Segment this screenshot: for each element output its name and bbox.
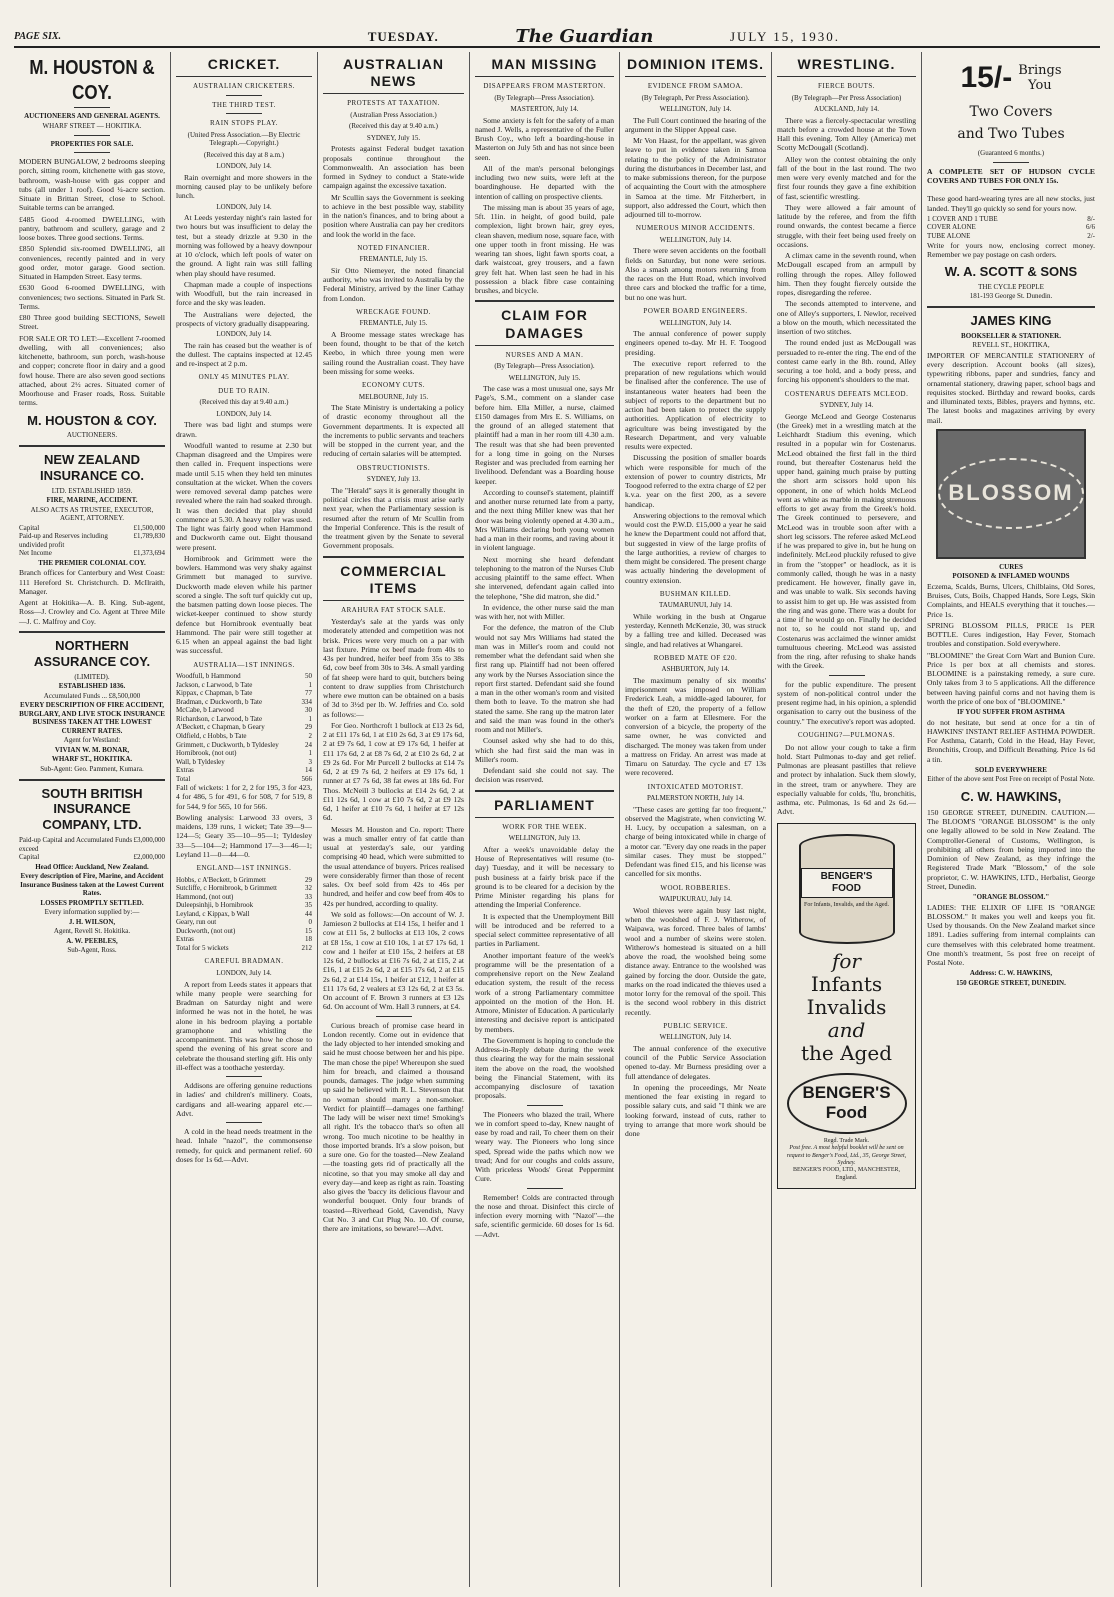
northern-agent-label: Agent for Westland: xyxy=(63,736,121,745)
fall-of-wickets: Fall of wickets: 1 for 2, 2 for 195, 3 for 423, 4 for 486, 5 for 491, 6 for 508, 7 for 519, 8 for 544, 9 for 565, 10 for 566. xyxy=(176,783,312,811)
article-title: PARLIAMENT xyxy=(475,797,614,818)
paragraph: It is expected that the Unemployment Bill will be introduced and be referred to a special select committee representative of all parties in Parliament. xyxy=(475,911,614,949)
sold-everywhere: SOLD EVERYWHERE xyxy=(975,765,1047,774)
scorecard-row: Oldfield, c Hobbs, b Tate 2 xyxy=(176,731,312,740)
paragraph: George McLeod and George Costenarus (the Greek) met in a wrestling match at the Leichhardt Stadium this evening, which resulted in a popular win for Costenarus. McLeod obtained the first fall in the third round, but thereafter Costenarus held the upper hand, gaining much praise by putting the short arm scissors hold upon his opponent, in one of which holds McLeod went as white as marble in making strenuous efforts to get away from the Greek's hold. The Greek continued to persevere, and McLeod was in trouble soon after with a short leg scissors. The referee asked McLeod if he was prepared to give in, but he hung on indefinitely. McLeod pluckily refused to give in from the "stopper" or headlock, as it is commonly called, though he was in a nasty predicament. He however, finally gave in, and was unable to walk. Six seconds having to assist him to get up. He was assisted from the ring and was gone. There was a doubt for a time if he would go on. Finally he decided not to, so he could not stand up, and Costenarus was acclaimed the winner amidst tumultuous cheering. McLeod was assisted from the ring, after refusing to shake hands with the Greek. xyxy=(777,411,916,671)
paragraph: The round ended just as McDougall was persuaded to re-enter the ring. The end of the contest came early in the 8th. round, Alley securing a toe hold, and a body press, and forcing his opponent's shoulders to the mat. xyxy=(777,338,916,385)
article-subhead: NURSES AND A MAN. xyxy=(505,350,584,359)
asthma-desc: do not hesitate, but send at once for a tin of HAWKINS' INSTANT RELIEF ASTHMA POWDER. For Asthma, Catarrh, Cold in the Head, Hay Fever, Bronchitis, Croup, and Difficult Breathing. Price 1s 6d a tin. xyxy=(927,717,1095,764)
divider xyxy=(226,113,262,114)
tagline-and: and xyxy=(827,1017,866,1042)
write-text: Write for yours now, enclosing correct money. Remember we pay postage on cash orders. xyxy=(927,240,1095,259)
paragraph: Discussing the position of smaller boards which were responsible for much of the extension of power to country districts, Mr Toogood referred to the extra charge of £2 per k.v.a. year on the first 200, as a severe handicap. xyxy=(625,453,766,509)
article-subhead: NUMEROUS MINOR ACCIDENTS. xyxy=(635,224,756,233)
paragraph: At Leeds yesterday night's rain lasted for two hours but was insufficient to delay the test, but a steady drizzle at 9.30 in the morning was followed by a heavy downpour at 10 o'clock, which left pools of water on the ground. A light rain was still falling when play should have resumed. xyxy=(176,213,312,278)
divider xyxy=(829,675,865,676)
article-subhead: CAREFUL BRADMAN. xyxy=(204,957,284,966)
divider xyxy=(19,445,165,447)
price-row: TUBE ALONE 2/- xyxy=(927,231,1095,240)
scott-address: 181-193 George St. Dunedin. xyxy=(969,292,1053,301)
advert-text: Addisons are offering genuine reductions in ladies' and children's millinery. Coats, cardigans and all-wearing apparel etc.—Advt. xyxy=(176,1081,312,1118)
listing: FOR SALE OR TO LET:—Excellent 7-roomed dwelling, with all conveniences; also kitchenette, bathroom, sun porch, wash-house and copper; concrete floor in dairy and a good fowl house. There are also seven good sections attached, about 2½ acres. Situated corner of Moorhouse and Fraser roads, Ross. Suitable terms. xyxy=(19,333,165,408)
northern-funds: Accumulated Funds ... £8,500,000 xyxy=(43,691,141,700)
scorecard-row: Grimmett, c Duckworth, b Tyldesley 24 xyxy=(176,740,312,749)
scorecard-row: Woodfull, b Hammond 50 xyxy=(176,672,312,681)
divider xyxy=(74,135,110,136)
paragraph: After a week's unavoidable delay the House of Representatives will resume (to-day) Tuesday, and it will be necessary to push business at a fairly brisk pace if the ground is to be cleared for a decision by the Prime Minister regarding his plans for attending the Imperial Conference. xyxy=(475,844,614,910)
paragraph: Messrs M. Houston and Co. report: There was a much smaller entry of fat cattle than usual at yesterday's sale, our yarding comprising 40 head, which were submitted to the usual attendance of buyers. Prices realised were considerably firmer than those of recent sales. Ox beef sold from 42s to 46s per hundred, and heifer and cow beef from 40s to 42s per hundred, according to quality. xyxy=(323,824,464,908)
northern-agent-addr: WHARF ST., HOKITIKA. xyxy=(51,755,133,764)
dateline: WELLINGTON, July 14. xyxy=(659,1033,732,1042)
article-subhead: PUBLIC SERVICE. xyxy=(663,1021,728,1030)
newspaper-title: The Guardian xyxy=(515,26,654,48)
dateline: ASHBURTON, July 14. xyxy=(661,665,730,674)
dateline: FREMANTLE, July 15. xyxy=(359,319,428,328)
either-sent: Either of the above sent Post Free on receipt of Postal Note. xyxy=(927,775,1095,784)
cycle-price-header xyxy=(927,60,1095,97)
dateline: SYDNEY, July 13. xyxy=(366,475,421,484)
dateline: LONDON, July 14. xyxy=(216,330,272,339)
dateline: LONDON, July 14. xyxy=(216,202,272,211)
paragraph: The missing man is about 35 years of age, 5ft. 11in. in height, of good build, pale complexion, light brown hair, grey eyes, clean shaven, medium nose, square face, with one upper tooth in front missing. He was wearing tan shoes, light fawn sports coat, a dark waistcoat, grey trousers, and a fawn grey felt hat. When last seen he had in his possession a black fibre case containing brushes, and bicycle. xyxy=(475,202,614,296)
king-desc: IMPORTER OF MERCANTILE STATIONERY of every description. Account books (all sizes), typewriting ribbons, paper and sundries, fancy and ornamental stationery, drawing paper, school bags and requisites stocked. Birthday and reward books, cards and illuminated texts, Bibles, prayers and hymns, etc. The latest books and magazines arriving by every mail. xyxy=(927,350,1095,425)
scorecard-row: Hobbs, c A'Beckett, b Grimmett 29 xyxy=(176,875,312,884)
south-british-desc: Every description of Fire, Marine, and Accident Insurance Business taken at the Lowest Current Rates. xyxy=(20,872,164,898)
scorecard-row: McCabe, b Larwood 30 xyxy=(176,706,312,715)
paragraph: Mr Scullin says the Government is seeking to achieve in the best possible way, stability in the nation's finances, and to bring about a position where Australia can pay her creditors and look the world in the face. xyxy=(323,192,464,239)
credit-line: (United Press Association.—By Electric Telegraph.—Copyright.) xyxy=(187,130,301,148)
northern-agent: VIVIAN W. M. BONAR, xyxy=(54,745,130,754)
cures-heading: CURES xyxy=(999,562,1023,571)
paragraph: The rain has ceased but the weather is of the dullest. The captains inspected at 12.45 and re-inspect at 2 p.m. xyxy=(176,340,312,369)
brings-you: Brings You xyxy=(1018,62,1062,94)
dateline: WELLINGTON, July 13. xyxy=(508,834,581,843)
column-6-wrestling xyxy=(771,52,921,1587)
masthead xyxy=(14,28,1100,48)
article-subhead: ROBBED MATE OF £20. xyxy=(653,653,738,662)
paragraph: The State Ministry is undertaking a policy of drastic economy throughout all the Government departments. It is expected all the increments to public servants and teachers will be stopped in the current year, and the reducing of certain salaries will be attempted. xyxy=(323,403,464,459)
paragraph: There were seven accidents on the football fields on Saturday, but none were serious. Also a smash among motors returning from the races on the Hutt Road, which involved three cars and blocked the traffic for a time, but no one was hurt. xyxy=(625,246,766,302)
paragraph: A Broome message states wreckage has been found, thought to be that of the ketch Keebo, in which three young men were sailing round the Australian coast. They have been missing for some weeks. xyxy=(323,329,464,376)
article-subhead: NOTED FINANCIER. xyxy=(357,243,430,252)
masthead-date: JULY 15, 1930. xyxy=(729,29,840,45)
advert-text: Do not allow your cough to take a firm hold. Start Pulmonas to-day and get relief. Pulmonas are pleasant pastilles that relieve and protect by inhalation. Suck them slowly, in the street, tram or anywhere. They are especially valuable for colds, 'flu, bronchitis, asthma, etc. Pulmonas, 1s 6d and 2s 6d.—Advt. xyxy=(777,742,916,817)
column-1-ads xyxy=(14,52,170,1587)
hawkins-desc: 150 GEORGE STREET, DUNEDIN. CAUTION.—The BLOOM'S "ORANGE BLOSSOM" is the only one legally allowed to be sold in New Zealand. The Comptroller-General of Customs, Wellington, is prohibiting all others from being imported into the Dominion of New Zealand, as they infringe the Registered Trade Mark "Blossom," of the sole proprietor, C. W. HAWKINS, LTD., Herbalist, George Street, Dunedin. xyxy=(927,807,1095,891)
dateline: WELLINGTON, July 14. xyxy=(659,318,732,327)
bloomine: "BLOOMINE" the Great Corn Wart and Bunion Cure. Price 1s per box at all chemists and stores. BLOOMINE is a painstaking remedy, a sure cure. Only takes from 3 to 5 applications. All the difference between having painful corns and not having them is worth the price of one box of "BLOOMINE." xyxy=(927,650,1095,706)
article-subhead: WORK FOR THE WEEK. xyxy=(502,822,587,831)
article-subhead: FIERCE BOUTS. xyxy=(817,82,876,91)
article-subhead: COSTENARUS DEFEATS MCLEOD. xyxy=(784,389,909,398)
divider xyxy=(226,1076,262,1077)
scott-name: W. A. SCOTT & SONS xyxy=(944,264,1078,279)
paragraph: Hornibrook and Grimmett were the bowlers. Hammond was very shaky against Grimmett but managed to survive. Duckworth made eleven while his partner scored a single. The soft turf quickly cut up, the batsmen patting down loose pieces. The wicket-keeper continued to show sturdy defence but Hornibrook eventually beat Hammond. The pair were still together at 6.15 when an appeal against the bad light was successful. xyxy=(176,553,312,656)
paragraph: Protests against Federal budget taxation proposals continue throughout the Commonwealth. An association has been formed in Sydney to conduct a State-wide campaign against the excessive taxation. xyxy=(323,144,464,191)
paragraph: All of the man's personal belongings including two new suits, were left at the boardinghouse. He departed with the intention of calling on prospective clients. xyxy=(475,163,614,201)
houston-name-2: M. HOUSTON & COY. xyxy=(27,412,157,428)
dateline: SYDNEY, July 14. xyxy=(819,401,874,410)
credit-line: (By Telegraph—Per Press Association) xyxy=(791,93,902,102)
dateline: AUCKLAND, July 14. xyxy=(814,105,879,114)
booklet-offer: Post free. A most helpful booklet will be sent on request to Benger's Food, Ltd., 35, George Street, Sydney. xyxy=(786,1145,907,1166)
orange-blossom: "ORANGE BLOSSOM." xyxy=(972,893,1050,902)
divider xyxy=(527,1105,563,1106)
paragraph: "These cases are getting far too frequent," observed the Magistrate, when convicting W. H. Lucy, by occupation a salesman, on a charge of being intoxicated while in charge of a motor car. "Every day one reads in the paper similar cases. They must be stopped." Defendant was fined £15, and his license was cancelled for six months. xyxy=(625,804,766,879)
houston-role: AUCTIONEERS AND GENERAL AGENTS. xyxy=(24,112,160,121)
divider xyxy=(376,1016,412,1017)
credit-line: (By Telegraph, Per Press Association). xyxy=(641,93,750,102)
scorecard-row: Wall, b Tyldesley 3 xyxy=(176,757,312,766)
paragraph: Wool thieves were again busy last night, when the woolshed of F. J. Witherow, of Waipawa, was forced. Three bales of lambs' wool and a number of skeins were stolen. Witherow's homestead is situated on a hill above the road, the woolshed being some distance away. Entrance to the woolshed was gained by forcing the door. Outside the gate, marks on the road indicated the thieves used a motor lorry for the removal of the spoil. This is the second wool robbery in this district recently. xyxy=(625,905,766,1017)
nz-insurance-lines: FIRE, MARINE, ACCIDENT. xyxy=(46,496,138,505)
capital-row: Net Income £1,373,694 xyxy=(19,549,165,558)
asthma-heading: IF YOU SUFFER FROM ASTHMA xyxy=(957,708,1065,717)
article-subhead: DISAPPEARS FROM MASTERTON. xyxy=(483,82,606,91)
dateline: PALMERSTON NORTH, July 14. xyxy=(646,794,744,803)
article-subhead: ECONOMY CUTS. xyxy=(361,381,426,390)
paragraph: The "Herald" says it is generally thought in political circles that a crisis must arise early next year, when the Parliamentary session is resumed after the return of Mr Scullin from the Imperial Conference. This is the result of the treatment given by the Senate to several Government proposals. xyxy=(323,485,464,551)
innings-title: ENGLAND—1ST INNINGS. xyxy=(196,864,292,873)
article-subhead: ARAHURA FAT STOCK SALE. xyxy=(341,605,446,614)
scorecard-row: Extras 18 xyxy=(176,935,312,944)
paragraph: Next morning she heard defendant telephoning to the matron of the Nurses Club accusing plaintiff to the same effect. When she intervened, defendant again called into the telephone, "She did matron, she did." xyxy=(475,554,614,601)
article-subhead: OBSTRUCTIONISTS. xyxy=(356,463,431,472)
hawkins-address-2: 150 GEORGE STREET, DUNEDIN. xyxy=(956,978,1066,987)
poisoned-desc: Eczema, Scalds, Burns, Ulcers, Chilblains, Old Sores, Bruises, Cuts, Boils, Chapped Hands, Sore Legs, Skin Complaints, and HEALS everything that it touches.—Price 1s. xyxy=(927,581,1095,619)
price-15s: 15/- xyxy=(960,61,1013,94)
innings-title: AUSTRALIA—1ST INNINGS. xyxy=(193,660,295,669)
article-subhead: ONLY 45 MINUTES PLAY. xyxy=(198,373,290,382)
scorecard-row: Leyland, c Kippax, b Wall 44 xyxy=(176,909,312,918)
paragraph: The executive report referred to the preparation of new regulations which would be finalised after the conference. The use of instantaneous water heaters had been the subject of reports to the department but no action had been taken to protect the supply authorities. Application of electricity to agriculture was being investigated by the Research Department, and very valuable results were expected. xyxy=(625,358,766,452)
nz-insurance-acts: ALSO ACTS AS TRUSTEE, EXECUTOR, AGENT, ATTORNEY. xyxy=(30,505,154,523)
received-line: (Received this day at 9.40 a.m.) xyxy=(199,398,289,407)
cycle-people: THE CYCLE PEOPLE xyxy=(978,282,1044,291)
king-address: REVELL ST., HOKITIKA, xyxy=(972,341,1050,350)
paragraph: The Australians were dejected, the prospects of victory gradually disappearing. xyxy=(176,309,312,328)
capital-row: Capital £2,000,000 xyxy=(19,853,165,862)
northern-name: NORTHERN ASSURANCE COY. xyxy=(33,637,151,669)
orange-blossom-seal-icon xyxy=(936,429,1086,559)
paragraph: Mr Von Haast, for the appellant, was given leave to put in evidence taken in Samoa relating to the policy of the Administrator during the disturbances in December last, and to make submissions thereon, for the purpose of acquainting the Court with the atmosphere in Samoa at the time. Mr Fitzherbert, in support, also addressed the Court, which then adjourned till to-morrow. xyxy=(625,136,766,220)
dateline: MASTERTON, July 14. xyxy=(510,105,579,114)
ladies-text: LADIES: THE ELIXIR OF LIFE IS "ORANGE BLOSSOM." It makes you well and keeps you fit. Used by thousands. On the New Zealand market since 1891. Ladies suffering from internal complaints can cure themselves with this celebrated home treatment. One month's treatment, 5s post free on receipt of Postal Note. xyxy=(927,902,1095,968)
houston-name: M. HOUSTON & COY. xyxy=(29,55,155,104)
paragraph: While working in the bush at Ongarue yesterday, Kenneth McKenzie, 30, was struck by a falling tree and killed. Deceased was single, and had relatives at Whangarei. xyxy=(625,611,766,649)
article-subhead: WRECKAGE FOUND. xyxy=(356,307,431,316)
south-british-subagent-role: Sub-Agent, Ross. xyxy=(67,946,117,955)
tagline-for: for xyxy=(831,948,861,973)
dateline: WELLINGTON, July 14. xyxy=(659,235,732,244)
article-subhead: AUSTRALIAN CRICKETERS. xyxy=(192,82,295,91)
credit-line: (Australian Press Association.) xyxy=(350,110,437,119)
scorecard-row: Duckworth, (not out) 15 xyxy=(176,926,312,935)
scorecard-row: Kippax, c Chapman, b Tate 77 xyxy=(176,689,312,698)
divider xyxy=(323,556,464,558)
south-british-name: SOUTH BRITISH INSURANCE COMPANY, LTD. xyxy=(41,785,143,833)
dateline: WAIPUKURAU, July 14. xyxy=(659,895,732,904)
south-british-info: Every information supplied by:— xyxy=(44,908,140,917)
northern-subagent: Sub-Agent: Geo. Pamment, Kumara. xyxy=(40,764,144,773)
column-4-man-missing xyxy=(469,52,619,1587)
paragraph: Another important feature of the week's programme will be the presentation of a comprehensive report on the New Zealand education system, the result of the recess work of a strong Parliamentary committee appointed on the motion of the Hon. H. Atmore, Minister of Education. A particularly interesting and decisive report is anticipated by members. xyxy=(475,950,614,1034)
paragraph: The annual conference of power supply engineers opened to-day. Mr H. F. Toogood presiding. xyxy=(625,329,766,357)
paragraph: According to counsel's statement, plaintiff and another nurse returned late from a party, and the next thing Miller knew was that her door was being violently opened at 4.30 a.m., Mrs Williams declaring both young women had a man in their rooms, and raving about it in violent language. xyxy=(475,487,614,553)
scorecard-row: Richardson, c Larwood, b Tate 1 xyxy=(176,714,312,723)
article-title: DOMINION ITEMS. xyxy=(625,56,766,77)
food-tin-icon xyxy=(799,834,895,944)
paragraph: Counsel asked why she had to do this, which she had first said the man was in Miller's room. xyxy=(475,736,614,764)
paragraph: There was bad light and stumps were drawn. xyxy=(176,420,312,439)
premier-line: THE PREMIER COLONIAL COY. xyxy=(38,558,146,567)
advert-text: Remember! Colds are contracted through the nose and throat. Disinfect this circle of infection every morning with "Nazol"—the safe, scientific germicide. 60 doses for 1s 6d.—Advt. xyxy=(475,1192,614,1239)
article-subhead: BUSHMAN KILLED. xyxy=(659,589,732,598)
scorecard-row: Sutcliffe, c Hornibrook, b Grimmett 32 xyxy=(176,884,312,893)
article-subhead: POWER BOARD ENGINEERS. xyxy=(643,306,748,315)
scorecard-row: Extras 14 xyxy=(176,766,312,775)
divider xyxy=(19,779,165,781)
credit-line: (By Telegraph—Press Association). xyxy=(494,362,595,371)
paragraph: The case was a most unusual one, says Mr Page's, S.M., comment on a slander case before him. Ella Miller, a nurse, claimed £150 damages from Mrs E. S. Williams, on the ground of an alleged statement that plaintiff had a man in her room till 4.30 a.m. The result was that she had been prevented for a long time in going on the Nurses Register and was precluded from earning her livelihood. Defendant was a Boarding house keeper. xyxy=(475,384,614,486)
seal-text: BLOSSOM xyxy=(938,458,1083,529)
houston-role-2: AUCTIONEERS. xyxy=(66,431,118,440)
paragraph: The maximum penalty of six months' imprisonment was imposed on William Frederick Leah, a middle-aged labourer, for the theft of £20, the property of a fellow worker on a farm at Ellesmere. For the conversion of a bicycle, the property of the same owner, he was convicted and discharged. The money was taken from under a mattress on Friday. An arrest was made at Timaru on Saturday. The cycle and £7 13s were recovered. xyxy=(625,675,766,778)
nz-insurance-name: NEW ZEALAND INSURANCE CO. xyxy=(39,451,144,483)
king-name: JAMES KING xyxy=(970,312,1052,328)
article-subhead: COUGHING?—PULMONAS. xyxy=(797,730,896,739)
northern-est: ESTABLISHED 1836. xyxy=(58,682,126,691)
paragraph: Answering objections to the removal which would cost the P.W.D. £15,000 a year he said he knew the Department could not afford that, but suggested in view of the large profits of the large authorities, a review of charges to them might be considered. The present charge was actually hindering the development of country extension. xyxy=(625,510,766,585)
paragraph: For Geo. Northcroft 1 bullock at £13 2s 6d, 2 at £11 17s 6d, 1 at £10 2s 6d, 3 at £9 17s 6d, 2 at £9 7s 6d, 1 cow at £9 17s 6d, 1 heifer at £11 17s 6d, 2 at £8 7s 6d, 2 at £10 2s 6d, 2 at £9 2s 6d. For Mr Purcell 2 bullocks at £14 7s 6d, 2 at £9 7s 6d, 2 heifers at £9 17s 6d, 1 runner at £7 7s 6d, 38 fat ewes at 18s 6d. For Thos. McNeill 3 bullocks at £14 2s 6d, 2 at £11 12s 6d, 1 cow at £10 7s 6d, 2 at £9 12s 6d, 1 heifer at £10 7s 6d, 1 heifer at £7 12s 6d. xyxy=(323,720,464,823)
paragraph: We sold as follows:—On account of W. J. Jamieson 2 bullocks at £14 15s, 1 heifer and 1 cow at £11 5s, 2 bullocks at £13 10s, 2 cows at £8 15s, 1 cow at £10 10s, 1 at £7 17s 6d, 1 cow and 1 heifer at £10 15s, 2 heifers at £8 12s 6d, 2 bullocks at £16 7s 6d, 2 at £15, 2 at £16, 1 at £15 2s 6d, 2 at £15 17s 6d, 2 at £15 2s 6d, 2 at £14 15s, 1 heifer at £12, 1 heifer at £11 17s 6d, 2 vealers at £3 12s 6d, 2 at £3 5s. On account of F. Brown 3 runners at £3 12s 6d. On account of Wm. Hall 3 runners, at £4. xyxy=(323,909,464,1012)
maker-line: BENGER'S FOOD, LTD., MANCHESTER, England. xyxy=(792,1167,901,1181)
paragraph: Yesterday's sale at the yards was only moderately attended and competition was not brisk. Prices were very much on a par with last fixture. Prime ox beef made from 40s to 43s per hundred, heifer beef from 35s to 38s 6d, cow beef from 30s to 34s. A small yarding of fat sheep were hard to quit, butchers being content to draw supplies from Christchurch where ewe mutton can be obtained on a basis of 3d to 3½d per lb. W. Jeffries and Co. sold as follows:— xyxy=(323,617,464,719)
divider xyxy=(19,631,165,633)
paragraph: The Full Court continued the hearing of the argument in the Slipper Appeal case. xyxy=(625,115,766,134)
northern-limited: (LIMITED). xyxy=(74,672,110,681)
divider xyxy=(226,1122,262,1123)
advert-text: A cold in the head needs treatment in the head. Inhale "nazol", the commonsense remedy, for quick and permanent relief. 60 doses for 1s 6d.—Advt. xyxy=(176,1127,312,1164)
article-subhead: DUE TO RAIN. xyxy=(218,386,270,395)
paragraph: for the public expenditure. The present system of non-political control under the present regime had, in his opinion, a splendid organisation to carry out the business of the country." The executive's report was adopted. xyxy=(777,679,916,726)
trade-mark: Regd. Trade Mark. xyxy=(823,1137,870,1144)
paragraph: They were allowed a fair amount of latitude by the referee, and from the fifth round onwards, the contest became a fierce struggle, with their feet being used freely on occasions. xyxy=(777,202,916,249)
south-british-agent: J. H. WILSON, xyxy=(68,917,116,926)
page-number: PAGE SIX. xyxy=(14,30,62,42)
article-title: WRESTLING. xyxy=(777,56,916,77)
south-british-agent-addr: Agent, Revell St. Hokitika. xyxy=(53,927,131,936)
capital-row: Paid-up and Reserves including undivided profit £1,789,830 xyxy=(19,532,165,549)
scorecard-row: Bradman, c Duckworth, b Tate 334 xyxy=(176,697,312,706)
houston-address: WHARF STREET — HOKITIKA. xyxy=(42,122,142,130)
listing: MODERN BUNGALOW, 2 bedrooms sleeping porch, sitting room, kitchenette with gas stove, bathroom, wash-house with gas copper and tubs (all under 1 roof). Good ¼-acre section. Situate in Brittan Street, close to School. Suitable terms can be arranged. xyxy=(19,157,165,213)
dateline: SYDNEY, July 15. xyxy=(366,133,421,142)
bengers-tagline xyxy=(784,950,909,1065)
bengers-logo: BENGER'S Food xyxy=(787,1073,907,1134)
south-british-subagent: A. W. PEEBLES, xyxy=(66,936,118,945)
scorecard-row: Hornibrook, (not out) 1 xyxy=(176,749,312,758)
dateline: MELBOURNE, July 15. xyxy=(358,392,429,401)
dateline: WELLINGTON, July 15. xyxy=(508,373,581,382)
tin-subtext: For Infants, Invalids, and the Aged. xyxy=(804,902,889,909)
price-row: 1 COVER AND 1 TUBE 8/- xyxy=(927,214,1095,223)
dateline: LONDON, July 14. xyxy=(216,969,272,978)
article-subhead: EVIDENCE FROM SAMOA. xyxy=(647,82,744,91)
article-subhead: PROTESTS AT TAXATION. xyxy=(347,99,440,108)
divider xyxy=(74,152,110,153)
nz-insurance-est: LTD. ESTABLISHED 1859. xyxy=(51,486,133,495)
dateline: LONDON, July 14. xyxy=(216,162,272,171)
divider xyxy=(993,162,1029,163)
hawkins-name: C. W. HAWKINS, xyxy=(960,789,1062,804)
divider xyxy=(475,790,614,792)
paragraph: Rain overnight and more showers in the morning caused play to be unlikely before lunch. xyxy=(176,172,312,201)
scorecard-row: Total 566 xyxy=(176,774,312,783)
scorecard-row: A'Beckett, c Chapman, b Geary 29 xyxy=(176,723,312,732)
columns xyxy=(14,52,1100,1587)
scorecard-row: Duleepsinhji, b Hornibrook 35 xyxy=(176,901,312,910)
spring-blossom: SPRING BLOSSOM PILLS, PRICE 1s PER BOTTLE. Cures indigestion, Hay Fever, Stomach troubles and constipation. Sold everywhere. xyxy=(927,620,1095,649)
paragraph: Sir Otto Niemeyer, the noted financial authority, who was invited to Australia by the Federal Ministry, arrived by the liner Cathay from London. xyxy=(323,265,464,303)
divider xyxy=(475,300,614,302)
masthead-day: TUESDAY. xyxy=(367,29,439,45)
paragraph: A report from Leeds states it appears that while many people were searching for Bradman on Saturday night and were informed he was not in the hotel, he was alone in his bedroom playing a portable gramophone and whistling the accompaniment. This was how he chose to spend the evening of his great score and celebrate the thousand sterling gift. His only ill-effect was a toothache yesterday. xyxy=(176,979,312,1072)
south-british-head-office: Head Office: Auckland, New Zealand. xyxy=(35,862,149,871)
listing: £630 Good 6-roomed DWELLING, with conveniences; two sections. Situated in Park St. Terms. xyxy=(19,283,165,311)
paragraph: Some anxiety is felt for the safety of a man named J. Wells, a representative of the Fuller Brush Coy., who left a boarding-house in Masterton on July 5th and has not since been seen. xyxy=(475,115,614,162)
bowling-analysis: Bowling analysis: Larwood 33 overs, 3 maidens, 139 runs, 1 wicket; Tate 39—9—124—5; Geary 35—10—95—1; Tyldesley 33—5—104—2; Hammond 17—3—46—1; Leyland 11—0—44—0. xyxy=(176,812,312,859)
bengers-food-advert xyxy=(777,823,916,1189)
advert-text: Curious breach of promise case heard in London recently. Come out in evidence that the lady objected to her intended smoking and said he must choose between her and his pipe. The man chose the pipe! Whereupon she sued him for breach, and claimed a thousand pounds, damages. The judge when summing up said he believed with R. L. Stevenson that no woman should marry a non-smoker. Verdict for plaintiff—damages one farthing! The lady will be wiser next time! Smoking's all right. It's the tobacco that's so often all wrong. Too much nicotine to be healthy in those imported brands. It's a slow poison, but a sure one. Go for the toasted—New Zealand—the toasting gets rid of practically all the nicotine, so that you may smoke all day and every day—and keep as right as rain. Toasting also gives the 'baccy its delicious flavour and wonderful bouquet. Only four brands of toasted—Riverhead Gold, Cavendish, Navy Cut No. 3 and Cut Plug No. 10. Of course, there are imitations, so beware!—Advt. xyxy=(323,1020,464,1234)
article-subhead: THE THIRD TEST. xyxy=(212,100,276,109)
verse-advert: The Pioneers who blazed the trail, Where we in comfort speed to-day, Knew naught of ease by road and rail, To cheer them on their weary way. The Pioneers who long since sped, Spread wide the paths which now we tread; And for our coughs and colds assure, With priceless Woods' Great Peppermint Cure. xyxy=(475,1109,614,1184)
paragraph: A climax came in the seventh round, when McDougall escaped from an armpull by rolling through the ropes. Alley followed him. Then they fought fiercely outside the ropes, disregarding the referee. xyxy=(777,251,916,298)
paragraph: The Government is hoping to conclude the Address-in-Reply debate during the week thus clearing the way for the main sessional item the above on the road, the woolshed being the Financial Statement, with its accompanying disclosure of taxation proposals. xyxy=(475,1035,614,1101)
scorecard-row: Jackson, c Larwood, b Tate 1 xyxy=(176,680,312,689)
two-covers-heading: Two Covers and Two Tubes xyxy=(957,103,1065,142)
credit-line: (By Telegraph—Press Association). xyxy=(494,93,595,102)
article-title: MAN MISSING xyxy=(475,56,614,77)
scorecard-england xyxy=(176,876,312,953)
scorecard-row: Total for 5 wickets 212 xyxy=(176,943,312,952)
scorecard-australia xyxy=(176,672,312,783)
northern-desc: EVERY DESCRIPTION OF FIRE ACCIDENT, BURGLARY, AND LIVE STOCK INSURANCE BUSINESS TAKEN AT THE LOWEST CURRENT RATES. xyxy=(19,701,165,735)
paragraph: In opening the proceedings, Mr Neate mentioned the fear existing in regard to possible salary cuts, and said "I think we are looking forward, instead of cuts, rather to trying to arrange that more work should be done xyxy=(625,1082,766,1139)
price-row: COVER ALONE 6/6 xyxy=(927,223,1095,232)
dateline: TAUMARUNUI, July 14. xyxy=(659,601,732,610)
agents-text: Agent at Hokitika—A. B. King. Sub-agent, Ross—J. Crowley and Co. Agent at Three Mile—J. C. Malfroy and Coy. xyxy=(19,598,165,626)
column-5-dominion-items xyxy=(619,52,771,1587)
paragraph: There was a fiercely-spectacular wrestling match before a crowded house at the Town Hall this evening. Tom Alley (America) met Scotty McDougall (Scotland). xyxy=(777,115,916,153)
king-role: BOOKSELLER & STATIONER. xyxy=(961,331,1061,340)
paragraph: Alley won the contest obtaining the only fall of the bout in the last round. The two men were very evenly matched and for the first four rounds they gave a fine exhibition of fast, scientific wrestling. xyxy=(777,154,916,201)
column-2-cricket xyxy=(170,52,317,1587)
dateline: FREMANTLE, July 15. xyxy=(359,255,428,264)
south-british-losses: LOSSES PROMPTLY SETTLED. xyxy=(40,898,144,907)
poisoned-heading: POISONED & INFLAMED WOUNDS xyxy=(952,572,1070,581)
divider xyxy=(927,306,1095,308)
divider xyxy=(74,107,110,108)
divider xyxy=(527,1188,563,1189)
listing: £80 Three good building SECTIONS, Sewell Street. xyxy=(19,313,165,332)
scorecard-row: Hammond, (not out) 33 xyxy=(176,892,312,901)
tagline-aged: the Aged xyxy=(801,1040,892,1065)
received-line: (Received this day at 8 a.m.) xyxy=(203,150,285,159)
article-subhead: WOOL ROBBERIES. xyxy=(660,883,731,892)
scorecard-row: Geary, run out 0 xyxy=(176,918,312,927)
paragraph: In evidence, the other nurse said the man was with her, not with Miller. xyxy=(475,602,614,622)
listing: £850 Splendid six-roomed DWELLING, all conveniences, recently painted and in very good order, motor garage. Good section. Situated in Hampden Street. Easy terms. xyxy=(19,244,165,282)
listing: £485 Good 4-roomed DWELLING, with pantry, bathroom and scullery, garage and 2 loose boxes. Three good sections. Terms. xyxy=(19,214,165,243)
article-subhead: INTOXICATED MOTORIST. xyxy=(647,782,744,791)
divider xyxy=(993,189,1029,190)
tin-label: BENGER'S FOOD xyxy=(801,868,893,898)
dateline: WELLINGTON, July 14. xyxy=(659,105,732,114)
received-line: (Received this day at 9.40 a.m.) xyxy=(348,122,439,131)
paragraph: Woodfull wanted to resume at 2.30 but Chapman disagreed and the Umpires were then called in. Frequent inspections were made until 5.15 when they held ten minutes consultation at the wicket. When the covers were removed several damp patches were revealed where the rain had soaked through. It was then decided that play should commence at 5.30. A heavy roller was used. The light was fairly good when Hammond and Duckworth came out. Eight thousand were present. xyxy=(176,440,312,552)
dateline: LONDON, July 14. xyxy=(216,409,272,418)
guarantee: (Guaranteed 6 months.) xyxy=(977,149,1045,158)
article-title: COMMERCIAL ITEMS xyxy=(323,563,464,601)
paragraph: The annual conference of the executive council of the Public Service Association opened to-day. Mr Burness presiding over a full attendance of delegates. xyxy=(625,1043,766,1081)
tagline-infants: Infants xyxy=(810,971,883,996)
hawkins-address: Address: C. W. HAWKINS, xyxy=(969,969,1053,978)
divider xyxy=(226,95,262,96)
branch-text: Branch offices for Canterbury and West Coast: 111 Hereford St. Christchurch. D. McIlraith, Manager. xyxy=(19,568,165,596)
houston-sale-heading: PROPERTIES FOR SALE. xyxy=(50,139,134,148)
paragraph: Chapman made a couple of inspections with Woodfull, but the rain increased in force and the sky was leaden. xyxy=(176,279,312,308)
article-title: CLAIM FOR DAMAGES xyxy=(475,307,614,345)
column-3-australian-news xyxy=(317,52,469,1587)
capital-row: Paid-up Capital and Accumulated Funds exceed £3,000,000 xyxy=(19,836,165,853)
article-title: AUSTRALIAN NEWS xyxy=(323,56,464,94)
paragraph: The seconds attempted to intervene, and one of Alley's supporters, I. Newlor, received a blow on the mouth, which necessitated the insertion of two stitches. xyxy=(777,299,916,337)
paragraph: Defendant said she could not say. The decision was reserved. xyxy=(475,766,614,785)
paragraph: For the defence, the matron of the Club would not say Mrs Williams had stated the man was in Miller's room and could not remember what the defendant said when she first rang up. Plaintiff had not been offered any work by the Nurses Association since the report first started. Defendant said she found a man in the other woman's room and visited them both to leave. To the matron she had stated the same. She rang up the matron later and said the man was found in the other's room and not Miller's. xyxy=(475,623,614,735)
article-subhead: RAIN STOPS PLAY. xyxy=(210,119,278,128)
tagline-invalids: Invalids xyxy=(806,994,887,1019)
complete-set: A COMPLETE SET OF HUDSON CYCLE COVERS AND TUBES FOR ONLY 15s. xyxy=(927,166,1095,186)
article-title: CRICKET. xyxy=(176,56,312,77)
tyre-desc: These good hard-wearing tyres are all new stocks, just landed. They'll go quickly so send for yours now. xyxy=(927,194,1095,213)
column-7-ads xyxy=(921,52,1100,1587)
capital-row: Capital £1,500,000 xyxy=(19,523,165,532)
